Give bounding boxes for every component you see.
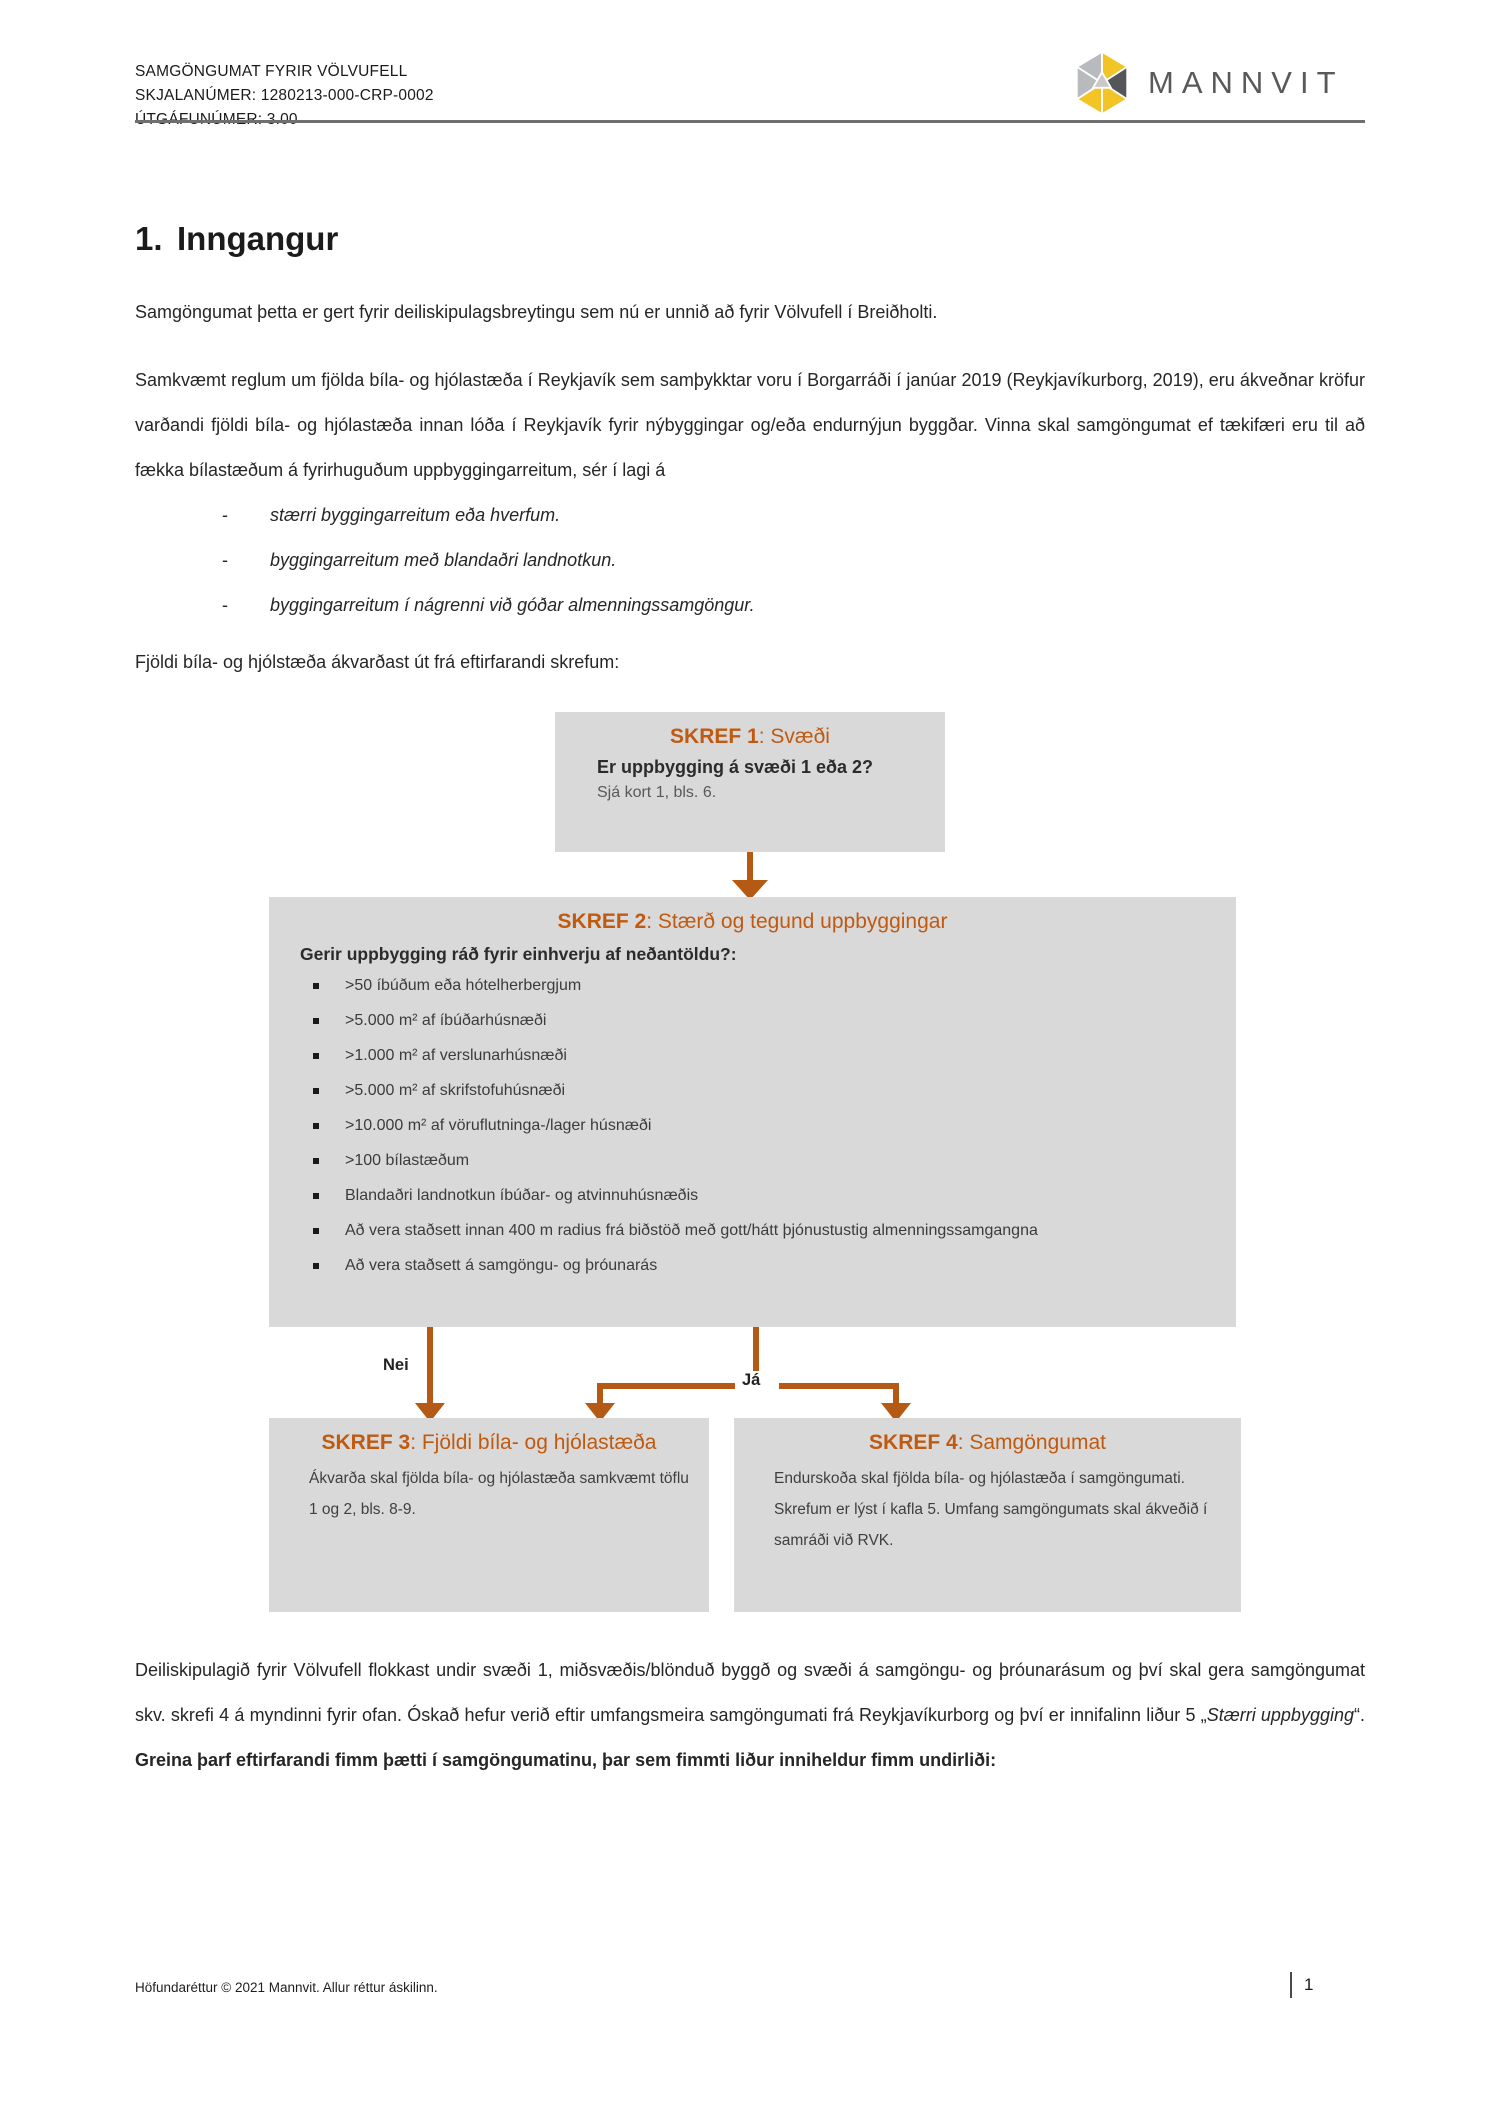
step4-body: Endurskoða skal fjölda bíla- og hjólastæða í samgöngumati. Skrefum er lýst í kafla 5. Umfang samgöngumats skal ákveðið í samráði við RVK. [774,1470,1208,1549]
step2-bullet-list [309,975,1216,1277]
branch-label-no: Nei [379,1356,413,1375]
paragraph-2: Samkvæmt reglum um fjölda bíla- og hjólastæða í Reykjavík sem samþykktar voru í Borgarráði í janúar 2019 (Reykjavíkurborg, 2019), eru ákveðnar kröfur varðandi fjöldi bíla- og hjólastæða innan lóða í Reykjavík fyrir nýbyggingar og/eða endurnýjun byggðar. Vinna skal samgöngumat ef tækifæri eru til að fækka bílastæðum á fyrirhuguðum uppbyggingarreitum, sér í lagi á [135,370,1365,480]
arrow-down-icon [720,852,780,902]
step1-title [555,712,945,749]
page-number: 1 [1304,1975,1314,1994]
list-item: >100 bílastæðum [309,1150,1216,1172]
paragraph-3: Fjöldi bíla- og hjólstæða ákvarðast út frá eftirfarandi skrefum: [135,652,620,672]
header-divider [135,120,1365,123]
step2-title [269,897,1236,934]
step1-suffix: : Svæði [758,725,830,748]
list-item: - byggingarreitum með blandaðri landnotkun. [222,538,1365,583]
list-item: Að vera staðsett innan 400 m radius frá biðstöð með gott/hátt þjónustustig almenningssamgangna [309,1220,1216,1242]
doc-number: SKJALANÚMER: 1280213-000-CRP-0002 [135,87,434,104]
step2-label: SKREF 2 [557,910,647,933]
branch-label-yes: Já [738,1371,764,1390]
mannvit-logo-text: MANNVIT [1148,65,1344,100]
list-item: - byggingarreitum í nágrenni við góðar almenningssamgöngur. [222,583,1365,628]
step4-suffix: : Samgöngumat [957,1431,1106,1454]
footer-page-number [1290,1972,1313,1998]
step2-question: Gerir uppbygging ráð fyrir einhverju af neðantöldu?: [300,944,737,964]
paragraph-1: Samgöngumat þetta er gert fyrir deiliskipulagsbreytingu sem nú er unnið að fyrir Völvufell í Breiðholti. [135,302,938,322]
step4-title [734,1418,1241,1455]
closing-quote-end: “. [1354,1705,1365,1725]
closing-text: Deiliskipulagið fyrir Völvufell flokkast undir svæði 1, miðsvæðis/blönduð byggð og svæði á samgöngu- og þróunarásum og því skal gera samgöngumat skv. skrefi 4 á myndinni fyrir ofan. Óskað hefur verið eftir umfangsmeira samgöngumati frá Reykjavíkurborg og því er innifalinn liður 5 „ [135,1660,1365,1725]
list-item: >10.000 m² af vöruflutninga-/lager húsnæði [309,1115,1216,1137]
mannvit-logo [1072,50,1344,116]
list-item: >5.000 m² af íbúðarhúsnæði [309,1010,1216,1032]
closing-bold: Greina þarf eftirfarandi fimm þætti í samgöngumatinu, þar sem fimmti liður inniheldur fimm undirliði: [135,1750,997,1770]
step3-label: SKREF 3 [321,1431,411,1454]
step3-body: Ákvarða skal fjölda bíla- og hjólastæða samkvæmt töflu 1 og 2, bls. 8-9. [309,1470,689,1518]
dash-bullet-list [222,493,1365,628]
list-item: Að vera staðsett á samgöngu- og þróunarás [309,1255,1216,1277]
page-number-divider [1290,1972,1292,1998]
step2-suffix: : Stærð og tegund uppbyggingar [646,910,948,933]
intro-section [135,290,1365,685]
list-item: - stærri byggingarreitum eða hverfum. [222,493,1365,538]
section-title: Inngangur [177,220,339,257]
section-number: 1. [135,220,163,257]
list-item: >50 íbúðum eða hótelherbergjum [309,975,1216,997]
mannvit-logo-icon [1072,50,1132,116]
list-item: Blandaðri landnotkun íbúðar- og atvinnuhúsnæðis [309,1185,1216,1207]
steps-flowchart [0,712,1500,1622]
flowchart-step1-box [555,712,945,852]
step3-suffix: : Fjöldi bíla- og hjólastæða [410,1431,657,1454]
flowchart-step4-box [734,1418,1241,1612]
list-item: >1.000 m² af verslunarhúsnæði [309,1045,1216,1067]
step1-note: Sjá kort 1, bls. 6. [597,784,717,801]
footer-copyright: Höfundaréttur © 2021 Mannvit. Allur réttur áskilinn. [135,1980,438,1995]
step4-label: SKREF 4 [869,1431,958,1454]
list-item: >5.000 m² af skrifstofuhúsnæði [309,1080,1216,1102]
closing-paragraph [135,1648,1365,1783]
step1-label: SKREF 1 [670,725,759,748]
flowchart-step3-box [269,1418,709,1612]
section-heading [135,220,338,258]
flowchart-step2-box [269,897,1236,1327]
step1-question: Er uppbygging á svæði 1 eða 2? [597,757,874,777]
doc-title: SAMGÖNGUMAT FYRIR VÖLVUFELL [135,63,408,80]
closing-italic: Stærri uppbygging [1206,1705,1354,1725]
step3-title [269,1418,709,1455]
